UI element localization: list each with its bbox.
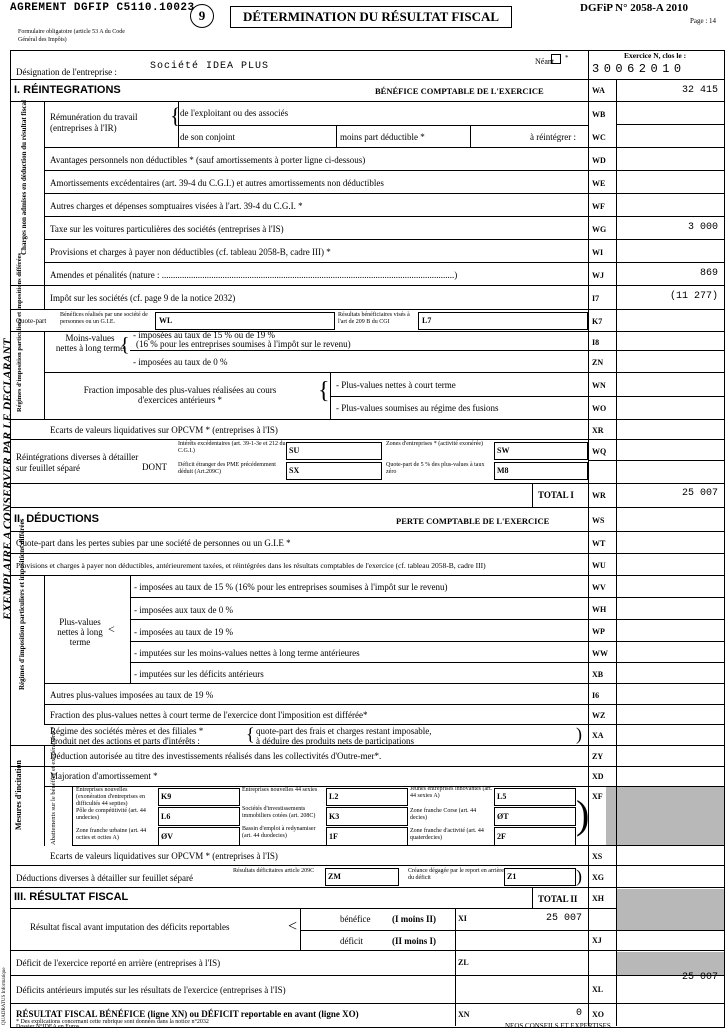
- z1-txt: Créance dégagée par le report en arrière du déficit: [408, 868, 504, 881]
- neant-star: *: [565, 54, 569, 62]
- wu-label: Provisions et charges à payer non déductibles, antérieurement taxées, et réintégrées dans les résultats comptables de l'exercice (cf. tableau 2058-B, cadre III): [16, 561, 486, 570]
- wf-label: Autres charges et dépenses somptuaires visées à l'art. 39-4 du C.G.I. *: [50, 201, 303, 211]
- code-2f[interactable]: 2F: [494, 827, 576, 846]
- xa-label-1: Régime des sociétés mères et des filiales *: [50, 726, 204, 736]
- qp-small: Bénéfices réalisés par une société de personnes ou un G.I.E.: [60, 312, 148, 325]
- sx-txt: Déficit étranger des PME précédemment déduit (Art.209C): [178, 462, 276, 475]
- code-ws: WS: [592, 516, 605, 525]
- wi-label: Provisions et charges à payer non déductibles (cf. tableau 2058-B, cadre III) *: [50, 247, 331, 257]
- code-wr: WR: [592, 491, 606, 500]
- mv-a: - imposées au taux de 15 % ou de 19 %: [133, 330, 275, 340]
- frac-label: Fraction imposable des plus-values réalisées au cours d'exercices antérieurs *: [83, 385, 277, 405]
- footer-dossier: Dossier N°IDEA en Euros.: [16, 1024, 81, 1030]
- rd-dont: DONT: [142, 462, 167, 472]
- zy-label: Déduction autorisée au titre des investissements réalisés dans les collectivités d'Outre-mer*.: [50, 751, 382, 761]
- code-xa: XA: [592, 731, 604, 740]
- code-wo: WO: [592, 404, 607, 413]
- code-i7: I7: [592, 294, 600, 303]
- code-zn: ZN: [592, 358, 604, 367]
- ot-txt: Zone franche Corse (art. 44 decies): [410, 808, 477, 821]
- we-label: Amortissements excédentaires (art. 39-4 du C.G.I.) et autres amortissements non déductibles: [50, 178, 384, 188]
- code-l2[interactable]: L2: [326, 788, 408, 806]
- code-l7[interactable]: L7: [418, 312, 588, 330]
- code-xi: XI: [458, 914, 467, 923]
- code-wb: WB: [592, 110, 606, 119]
- frac-a: - Plus-values nettes à court terme: [336, 380, 456, 390]
- code-z1[interactable]: Z1: [504, 868, 576, 886]
- value-wa[interactable]: 32 415: [681, 85, 718, 96]
- code-wf: WF: [592, 202, 605, 211]
- section-2-title: II. DÉDUCTIONS: [14, 513, 99, 525]
- code-l5[interactable]: L5: [494, 788, 576, 806]
- k9-txt: Entreprises nouvelles (exonération d'entreprises en difficultés 44 septies): [76, 787, 146, 807]
- code-wv: WV: [592, 583, 606, 592]
- code-wz: WZ: [592, 711, 606, 720]
- code-1f[interactable]: 1F: [326, 827, 408, 846]
- mesures-side-label: Mesures d'incitation: [14, 760, 23, 830]
- exercise-label: Exercice N, clos le :: [624, 51, 687, 60]
- exercise-date[interactable]: 30062010: [592, 62, 686, 76]
- remu-label: Rémunération du travail (entreprises à l'IR): [50, 112, 138, 133]
- dgfip-ref: DGFiP N° 2058-A 2010: [580, 2, 688, 14]
- perte-comptable-label: PERTE COMPTABLE DE L'EXERCICE: [396, 516, 550, 526]
- footer-firm: NEOS CONSEILS ET EXPERTISES: [505, 1022, 611, 1030]
- code-wn: WN: [592, 381, 606, 390]
- code-wp: WP: [592, 627, 605, 636]
- ov-txt: Zone franche urbaine (art. 44 octies et octies A): [76, 828, 147, 841]
- company-label: Désignation de l'entreprise :: [16, 67, 117, 77]
- xl-label: Déficits antérieurs imputés sur les résultats de l'exercice (entreprises à l'IS): [16, 985, 286, 995]
- xs-label: Ecarts de valeurs liquidatives sur OPCVM * (entreprises à l'IS): [50, 851, 278, 861]
- abatt-side-label: Abattements sur le bénéfice et exonérations *: [50, 726, 57, 845]
- code-k3[interactable]: K3: [326, 807, 408, 826]
- code-zl: ZL: [458, 958, 469, 967]
- code-ww: WW: [592, 649, 608, 658]
- xa-label-3: quote-part des frais et charges restant imposable,: [256, 726, 432, 736]
- code-l6[interactable]: L6: [158, 807, 240, 826]
- code-k9[interactable]: K9: [158, 788, 240, 806]
- regimes2-side-label: Régimes d'imposition particuliers et impositions différées: [18, 518, 26, 690]
- i6-label: Autres plus-values imposées au taux de 19 %: [50, 690, 214, 700]
- wd-label: Avantages personnels non déductibles * (sauf amortissements à porter ligne ci-dessous): [50, 155, 366, 165]
- code-sx[interactable]: SX: [286, 462, 382, 480]
- if-txt: Bassin d'emploi à redynamiser (art. 44 duodecies): [242, 826, 316, 839]
- mv-label: Moins-values nettes à long terme: [55, 333, 125, 353]
- code-m8[interactable]: M8: [494, 462, 588, 480]
- wz-label: Fraction des plus-values nettes à court terme de l'exercice dont l'imposition est différée*: [50, 710, 368, 720]
- code-k7: K7: [592, 317, 603, 326]
- page-number: Page : 14: [690, 17, 717, 25]
- zl-label: Déficit de l'exercice reporté en arrière (entreprises à l'IS): [16, 958, 221, 968]
- section-3-title: III. RÉSULTAT FISCAL: [14, 891, 129, 903]
- pv-label: Plus-values nettes à long terme: [57, 617, 103, 647]
- charges-side-label: Charges non admises en déduction du résultat fiscal: [20, 100, 28, 255]
- mv-a2: (16 % pour les entreprises soumises à l'impôt sur le revenu): [136, 339, 351, 349]
- qp-label: Quote-part: [16, 317, 47, 325]
- qp-res: Résultats bénéficiaires visés à l'art de 209 B du CGI: [338, 312, 410, 325]
- value-xn[interactable]: 0: [575, 1008, 582, 1019]
- wv-label: - imposées au taux de 15 % (16% pour les entreprises soumises à l'impôt sur le revenu): [134, 582, 448, 592]
- neant-checkbox[interactable]: [551, 54, 561, 64]
- final-label: RÉSULTAT FISCAL BÉNÉFICE (ligne XN) ou DÉFICIT reportable en avant (ligne XO): [16, 1009, 359, 1019]
- xh-gray: [617, 889, 724, 909]
- side-footer: QUADRATUS Informatique: [2, 967, 7, 1025]
- code-i8: I8: [592, 338, 600, 347]
- regimes-side-label: Régimes d'imposition particuliers et impositions différées: [16, 252, 23, 412]
- wh-label: - imposées aux taux de 0 %: [134, 605, 233, 615]
- remu-deductible: moins part déductible *: [340, 132, 425, 142]
- code-sw[interactable]: SW: [494, 442, 588, 460]
- l6-txt: Pôle de compétitivité (art. 44 undecies): [76, 808, 146, 821]
- remu-exploitant: de l'exploitant ou des associés: [180, 108, 289, 118]
- code-xb: XB: [592, 670, 604, 679]
- remu-conjoint: de son conjoint: [180, 132, 235, 142]
- l5-txt: Jeunes entreprises innovantes (art. 44 sexies A): [410, 786, 493, 799]
- code-zm[interactable]: ZM: [325, 868, 399, 886]
- code-xh: XH: [592, 894, 604, 903]
- code-wa: WA: [592, 86, 605, 95]
- benefice-comptable-label: BÉNÉFICE COMPTABLE DE L'EXERCICE: [375, 86, 544, 96]
- l2-txt: Entreprises nouvelles 44 sexies: [242, 787, 318, 793]
- wp-label: - imposées au taux de 19 %: [134, 627, 233, 637]
- xr-label: Ecarts de valeurs liquidatives sur OPCVM * (entreprises à l'IS): [50, 425, 278, 435]
- code-wu: WU: [592, 561, 606, 570]
- k3-txt: Sociétés d'investissements immobiliers cotées (art. 208C): [242, 806, 316, 819]
- neant-label: Néant: [535, 57, 555, 66]
- footer-note: * Des explications concernant cette rubrique sont données dans la notice n°2032: [16, 1019, 209, 1025]
- code-i6: I6: [592, 691, 600, 700]
- rd-label: Réintégrations diverses à détailler sur feuillet séparé: [16, 452, 139, 473]
- code-xn: XN: [458, 1010, 470, 1019]
- code-wq: WQ: [592, 447, 607, 456]
- total-2-label: TOTAL II: [538, 894, 578, 904]
- code-wh: WH: [592, 605, 607, 614]
- section-1-title: I. RÉINTEGRATIONS: [14, 84, 121, 96]
- wt-label: Quote-part dans les pertes subies par une société de personnes ou un G.I.E *: [16, 538, 291, 548]
- value-xi[interactable]: 25 007: [545, 913, 582, 924]
- form-note: Formulaire obligatoire (article 53 A du Code Général des Impôts): [18, 29, 125, 43]
- deficit-formula: (II moins I): [392, 936, 437, 946]
- code-wg: WG: [592, 225, 607, 234]
- total-1-label: TOTAL I: [538, 490, 574, 500]
- code-xl: XL: [592, 985, 604, 994]
- code-xf: XF: [592, 792, 603, 801]
- code-xr: XR: [592, 426, 604, 435]
- value-xl[interactable]: 25 007: [681, 972, 718, 983]
- company-name[interactable]: Société IDEA PLUS: [150, 61, 270, 72]
- xa-label-4: à déduire des produits nets de participations: [256, 736, 414, 746]
- mv-b: - imposées au taux de 0 %: [133, 357, 228, 367]
- code-wj: WJ: [592, 271, 604, 280]
- remu-reintegrer: à réintégrer :: [530, 132, 576, 142]
- xb-label: - imputées sur les déficits antérieurs: [134, 669, 264, 679]
- 2f-txt: Zone franche d'activité (art. 44 quaterdecies): [410, 828, 484, 841]
- xa-label-2: Produit net des actions et parts d'intérêts :: [50, 736, 200, 746]
- ww-label: - imputées sur les moins-values nettes à long terme antérieures: [134, 648, 360, 658]
- i7-label: Impôt sur les sociétés (cf. page 9 de la notice 2032): [50, 293, 236, 303]
- code-wt: WT: [592, 539, 606, 548]
- frac-b: - Plus-values soumises au régime des fusions: [336, 403, 499, 413]
- code-wd: WD: [592, 156, 606, 165]
- code-xj: XJ: [592, 936, 602, 945]
- benefice-formula: (I moins II): [392, 914, 437, 924]
- code-xd: XD: [592, 772, 604, 781]
- value-wj[interactable]: 869: [699, 268, 718, 279]
- wg-label: Taxe sur les voitures particulières des sociétés (entreprises à l'IS): [50, 224, 284, 234]
- code-ov[interactable]: ØV: [158, 827, 240, 846]
- code-wl[interactable]: WL: [155, 312, 335, 330]
- code-ot[interactable]: ØT: [494, 807, 576, 826]
- code-wi: WI: [592, 248, 604, 257]
- code-zy: ZY: [592, 752, 604, 761]
- value-i7[interactable]: (11 277): [669, 291, 718, 302]
- xi-gray: [617, 909, 724, 930]
- zm-txt: Résultats déficitaires article 209C: [233, 868, 315, 874]
- value-wg[interactable]: 3 000: [687, 222, 718, 233]
- page-title: DÉTERMINATION DU RÉSULTAT FISCAL: [230, 6, 512, 28]
- rfa-label: Résultat fiscal avant imputation des déficits reportables: [30, 922, 230, 932]
- code-xs: XS: [592, 852, 603, 861]
- xg-label: Déductions diverses à détailler sur feuillet séparé: [16, 873, 193, 883]
- m8-txt: Quote-part de 5 % des plus-values à taux zéro: [386, 462, 485, 475]
- agrement-label: AGREMENT DGFIP C5110.10023: [10, 2, 195, 14]
- code-xo: XO: [592, 1010, 604, 1019]
- code-wc: WC: [592, 133, 606, 142]
- code-xg: XG: [592, 873, 604, 882]
- deficit-label: déficit: [340, 936, 363, 946]
- side-label: EXEMPLAIRE A CONSERVER PAR LE DECLARANT: [0, 338, 14, 620]
- code-su[interactable]: SU: [286, 442, 382, 460]
- sw-txt: Zones d'entreprises * (activité exonérée): [386, 441, 484, 447]
- wj-label: Amendes et pénalités (nature : ..................................................................................................................................): [50, 270, 458, 280]
- xd-label: Majoration d'amortissement *: [50, 771, 158, 781]
- value-wr[interactable]: 25 007: [681, 488, 718, 499]
- su-txt: Intérêts excédentaires (art. 39-1-3e et 212 du C.G.I.): [178, 441, 286, 454]
- form-number: 9: [190, 4, 214, 28]
- code-we: WE: [592, 179, 606, 188]
- benefice-label: bénéfice: [340, 914, 371, 924]
